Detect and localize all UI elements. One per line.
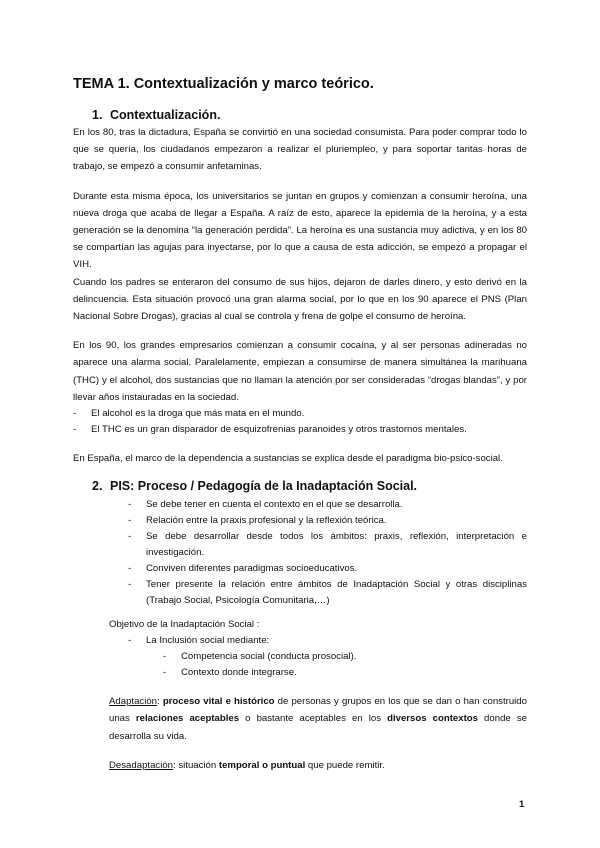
list-item: - Relación entre la praxis profesional y la reflexión teórica.: [128, 513, 527, 529]
dash-marker: -: [128, 515, 132, 527]
section-1-bullet-list: [73, 406, 527, 438]
list-item: - El THC es un gran disparador de esquizofrenias paranoides y otros trastornos mentales.: [73, 422, 527, 438]
dash-marker: -: [73, 408, 77, 420]
desadaptacion-definition: Desadaptación: situación temporal o puntual que puede remitir.: [109, 759, 385, 771]
paragraph-3: Cuando los padres se enteraron del consumo de sus hijos, dejaron de darles dinero, y esto derivó en la delincuencia. Esta situación provocó una gran alarma social, por lo que en los 90 aparece el PNS (Plan Nacional Sobre Drogas), gracias al cual se controla y frena de golpe el consumo de heroína.: [73, 276, 527, 323]
list-item: - La Inclusión social mediante:: [128, 633, 527, 649]
desadaptacion-term: Desadaptación: [109, 759, 174, 771]
section-1-heading: [92, 108, 527, 122]
adaptacion-definition: Adaptación: proceso vital e histórico de personas y grupos en los que se dan o han construido unas relaciones aceptables o bastante aceptables en los diversos contextos donde se desarrolla su vida.: [109, 696, 527, 742]
section-2-title: PIS: Proceso / Pedagogía de la Inadaptación Social.: [110, 479, 418, 494]
dash-marker: -: [73, 424, 77, 436]
list-item: - Se debe tener en cuenta el contexto en el que se desarrolla.: [128, 497, 527, 513]
section-2-number: 2.: [92, 479, 103, 494]
paragraph-5: En España, el marco de la dependencia a sustancias se explica desde el paradigma bio-psico-social.: [73, 453, 503, 465]
section-2-bullet-list: [128, 497, 527, 609]
document-title: TEMA 1. Contextualización y marco teórico.: [73, 76, 374, 92]
paragraph-4: En los 90, los grandes empresarios comienzan a consumir cocaína, y al ser personas adineradas no aparece una alarma social. Paralelamente, empiezan a consumirse de manera simultánea la marihuana (THC) y el alcohol, dos sustancias que no llaman la atención por ser consideradas “drogas blandas”, y por llevar años instauradas en la sociedad.: [73, 340, 527, 403]
list-item: - El alcohol es la droga que más mata en el mundo.: [73, 406, 527, 422]
inclusion-sub-list: [163, 649, 527, 681]
page-content: [73, 76, 527, 774]
dash-marker: -: [128, 563, 132, 575]
page-number: 1: [519, 799, 525, 810]
inclusion-list: [128, 633, 527, 649]
dash-marker: -: [163, 651, 167, 663]
dash-marker: -: [128, 635, 132, 647]
list-item: - Conviven diferentes paradigmas socioeducativos.: [128, 561, 527, 577]
paragraph-2: Durante esta misma época, los universitarios se juntan en grupos y comienzan a consumir heroína, una nueva droga que acaba de llegar a España. A raíz de esto, aparece la epidemia de la heroína, y a esta generación se la denomina “la generación perdida”. La heroína es una sustancia muy adictiva, y en los 80 se compartían las agujas para inyectarse, por lo que a causa de esta adicción, se empezó a propagar el VIH.: [73, 190, 527, 271]
adaptacion-term: Adaptación: [109, 696, 158, 708]
objective-label: Objetivo de la Inadaptación Social :: [109, 619, 260, 631]
paragraph-1: En los 80, tras la dictadura, España se convirtió en una sociedad consumista. Para poder comprar todo lo que se quería, los ciudadanos empezaron a realizar el pluriempleo, y para soportar tantas horas de trabajo, se empezó a consumir anfetaminas.: [73, 127, 527, 173]
section-1-number: 1.: [92, 108, 103, 122]
section-1-title: Contextualización.: [110, 108, 221, 122]
dash-marker: -: [128, 579, 132, 591]
list-item: - Competencia social (conducta prosocial).: [163, 649, 527, 665]
dash-marker: -: [128, 499, 132, 511]
list-item: - Contexto donde integrarse.: [163, 665, 527, 681]
dash-marker: -: [163, 667, 167, 679]
list-item: - Se debe desarrollar desde todos los ámbitos: praxis, reflexión, interpretación e investigación.: [128, 531, 527, 559]
section-2-heading: [92, 479, 527, 493]
list-item: - Tener presente la relación entre ámbitos de Inadaptación Social y otras disciplinas (Trabajo Social, Psicología Comunitaria,…): [128, 579, 527, 607]
dash-marker: -: [128, 531, 132, 543]
